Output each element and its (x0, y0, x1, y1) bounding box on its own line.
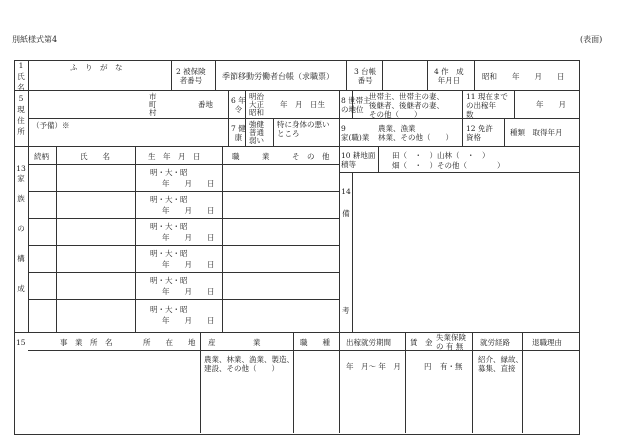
line-family-row2 (28, 218, 339, 219)
line-family-header (28, 164, 339, 165)
emp-col-location: 所 在 地 (143, 338, 196, 347)
emp-route-value: 紹介、縁故、 募集、直接 (478, 355, 523, 373)
remarks-label: 考 (342, 306, 350, 315)
household-value: 世帯主、世帯主の妻、 後継者、後継者の妻、 その他（ ） (369, 92, 444, 119)
address-label: 5 現 住 所 (17, 94, 25, 136)
vline-r1-a (171, 60, 172, 90)
age-label: 6 年 令 (231, 96, 246, 114)
emp-wage-value: 円 (424, 362, 432, 371)
license-label: 12 免許 資格 (466, 124, 493, 142)
vline-land-label (378, 146, 379, 172)
city-machi: 町 (149, 100, 157, 109)
vline-emp-b (293, 332, 294, 433)
vline-r5-g (504, 118, 505, 146)
line-family-row3 (28, 245, 339, 246)
family-row-5-ymd: 年 月 日 (162, 287, 215, 296)
city-mura: 村 (149, 108, 157, 117)
vline-left-label (28, 60, 29, 332)
era-meiji: 明治 (249, 92, 264, 101)
form-side: (表面) (580, 35, 603, 44)
occupation-value: 農業、漁業 林業、その他（ ） (378, 124, 453, 142)
health-weak: 弱い (249, 136, 264, 145)
vline-r1-f (474, 60, 475, 90)
family-col-job: 職 業 そ の 他 (232, 152, 330, 161)
emp-col-reason: 退職理由 (532, 338, 562, 347)
family-row-5-era: 明・大・昭 (150, 276, 188, 285)
created-label: 4 作 成 年月日 (434, 67, 464, 85)
household-label: 8 世帯主 の地位 (341, 96, 371, 114)
family-col-relation: 続柄 (34, 152, 49, 161)
emp-industry-value: 農業、林業、漁業、製造、 建設、その他（ ） (204, 355, 294, 373)
health-normal: 普通 (249, 128, 264, 137)
banchi-label: 番地 (198, 100, 213, 109)
furigana-field[interactable] (30, 72, 168, 88)
emp-insurance-value: 有・無 (440, 362, 463, 371)
created-value: 昭和 年 月 日 (482, 72, 565, 81)
emp-col-industry: 産 業 (208, 338, 261, 347)
family-row-1-era: 明・大・昭 (150, 168, 188, 177)
family-col-birth: 生 年 月 日 (148, 152, 201, 161)
line-employment-top (14, 332, 579, 333)
emp-col-route: 就労経路 (480, 338, 510, 347)
reserve-label: （予備）※ (32, 121, 70, 130)
notes-label: 14 備 (341, 187, 351, 218)
vline-emp-d (405, 332, 406, 433)
family-side-label: 13 家 族 の 構 成 (16, 164, 26, 293)
vline-emp-c (339, 332, 340, 433)
vline-r1-c (346, 60, 347, 90)
visits-value: 年 月 (536, 100, 566, 109)
emp-col-workplace: 事 業 所 名 (60, 338, 113, 347)
health-body: 特に身体の悪い ところ (277, 120, 330, 138)
health-label: 7 健 康 (231, 124, 246, 142)
license-value: 種類 取得年月 (510, 128, 563, 137)
family-row-6-era: 明・大・昭 (150, 305, 188, 314)
ledger-no-field[interactable] (384, 62, 425, 88)
family-row-4-ymd: 年 月 日 (162, 260, 215, 269)
vline-r5-f (462, 90, 463, 146)
line-employment-header (28, 350, 579, 351)
line-family-row1 (28, 191, 339, 192)
era-showa: 昭和 (249, 108, 264, 117)
insured-no-label: 2 被保険 者番号 (176, 67, 206, 85)
vline-fam-relation (56, 146, 57, 332)
family-row-2-ymd: 年 月 日 (162, 206, 215, 215)
health-strong: 強健 (249, 120, 264, 129)
form-name: 別紙様式第4 (12, 35, 58, 44)
visits-label: 11 現在まで の出稼年 数 (466, 92, 508, 119)
occupation-label: 9 家(職)業 (341, 124, 370, 142)
emp-col-insurance: 失業保険 の 有 無 (436, 333, 466, 351)
vline-r5-c (273, 118, 274, 146)
land-line-1: 田（ ・ ）山林（ ・ ） (392, 151, 490, 160)
vline-fam-birth (222, 146, 223, 332)
ledger-no-label: 3 台帳 番号 (354, 67, 377, 85)
emp-period-value: 年 月〜 年 月 (346, 362, 401, 371)
emp-col-period: 出稼就労期間 (346, 338, 391, 347)
vline-r1-e (427, 60, 428, 90)
line-family-row5 (28, 299, 339, 300)
vline-r1-d (382, 60, 383, 90)
ledger-title: 季節移動労働者台帳（求職票） (222, 72, 334, 81)
birth-ymd: 年 月 日生 (280, 100, 325, 109)
era-taisho: 大正 (249, 100, 264, 109)
land-line-2: 畑（ ・ ）その他（ ） (392, 161, 505, 170)
family-row-1-ymd: 年 月 日 (162, 179, 215, 188)
line-row5-bottom (14, 146, 579, 147)
vline-emp-e (472, 332, 473, 433)
family-row-3-ymd: 年 月 日 (162, 233, 215, 242)
vline-notes-label (352, 172, 353, 332)
family-row-3-era: 明・大・昭 (150, 222, 188, 231)
line-land-bottom (339, 172, 579, 173)
vline-r5-h (514, 90, 515, 118)
family-row-6-ymd: 年 月 日 (162, 316, 215, 325)
employment-no: 15 (16, 338, 26, 347)
vline-fam-name (135, 146, 136, 332)
vline-emp-a (200, 332, 201, 433)
line-family-row4 (28, 272, 339, 273)
emp-col-job: 職 種 (300, 338, 330, 347)
vline-r5-d (339, 90, 340, 332)
line-reserve-top (28, 118, 180, 119)
land-label: 10 耕地面 積等 (341, 151, 376, 169)
furigana-label: ふ り が な (70, 63, 123, 72)
vline-r1-b (215, 60, 216, 90)
vline-r5-a (228, 90, 229, 146)
family-row-2-era: 明・大・昭 (150, 195, 188, 204)
line-row1-bottom (14, 90, 579, 91)
family-row-4-era: 明・大・昭 (150, 249, 188, 258)
name-label: 1 氏 名 (17, 61, 25, 92)
city-shi: 市 (149, 92, 157, 101)
vline-emp-f (522, 332, 523, 433)
emp-col-wage: 賃 金 (410, 338, 433, 347)
family-col-name: 氏 名 (80, 152, 110, 161)
